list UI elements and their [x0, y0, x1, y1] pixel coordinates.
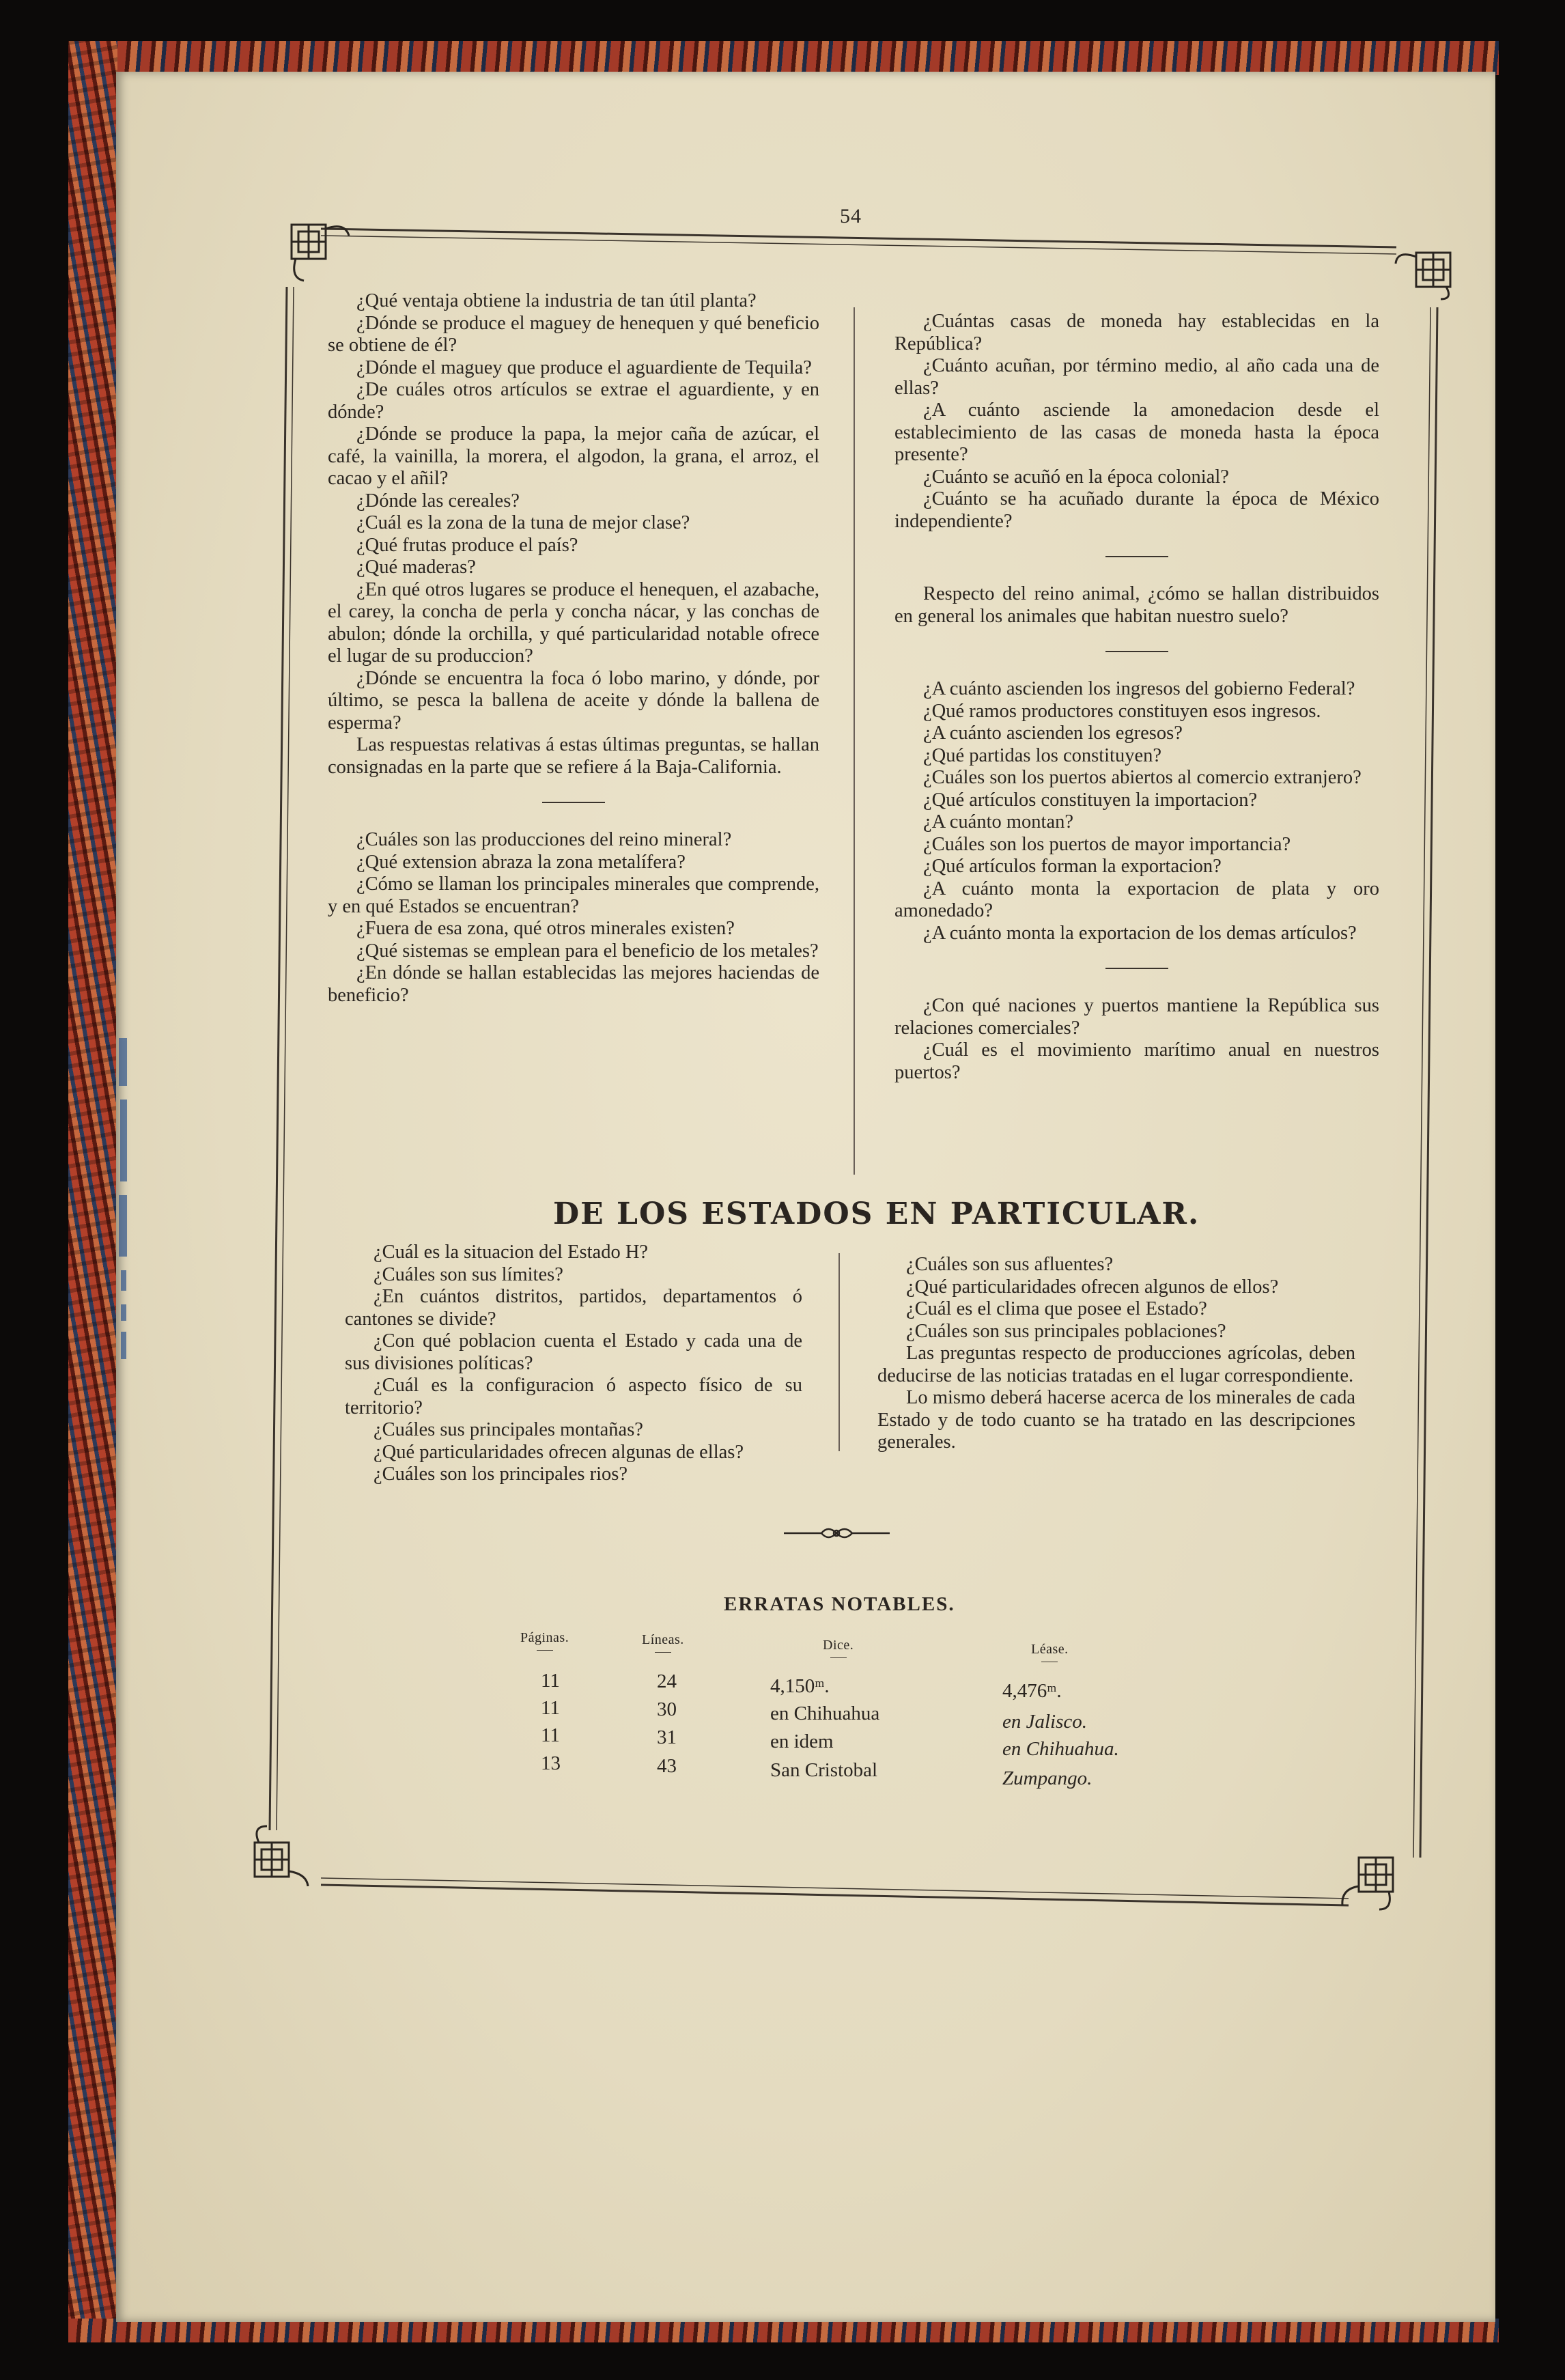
paragraph: ¿Qué artículos constituyen la importacion?	[923, 789, 1258, 811]
section-separator	[1105, 968, 1168, 969]
corner-ornament-top-left	[283, 215, 352, 283]
paragraph: ¿A cuánto ascienden los egresos?	[923, 723, 1183, 744]
paragraph: ¿Cuál es la configuracion ó aspecto físico de su territorio?	[345, 1375, 802, 1418]
errata-cell-lease: en Chihuahua.	[1002, 1738, 1119, 1760]
left-column-top	[328, 290, 819, 1007]
paragraph: ¿Dónde las cereales?	[356, 490, 520, 512]
paragraph: ¿A cuánto montan?	[923, 811, 1074, 832]
paragraph: ¿Cuáles son sus límites?	[373, 1263, 563, 1285]
section-right-column	[877, 1254, 1355, 1454]
paragraph: ¿Cuáles son los puertos abiertos al comercio extranjero?	[923, 767, 1362, 788]
paragraph: ¿Cuántas casas de moneda hay establecidas en la República?	[894, 311, 1379, 354]
paragraph: ¿En cuántos distritos, partidos, departamentos ó cantones se divide?	[345, 1286, 802, 1330]
errata-cell-lease: en Jalisco.	[1002, 1711, 1088, 1733]
paragraph: ¿Cuál es el movimiento marítimo anual en nuestros puertos?	[894, 1039, 1379, 1083]
paragraph: ¿Qué sistemas se emplean para el beneficio de los metales?	[356, 940, 819, 962]
paragraph: ¿Cuánto se acuñó en la época colonial?	[923, 466, 1229, 488]
errata-header-lease: Léase.	[1031, 1642, 1069, 1662]
errata-cell-lease: Zumpango.	[1002, 1767, 1092, 1789]
corner-ornament-bottom-right	[1338, 1844, 1407, 1912]
corner-ornament-top-right	[1393, 232, 1461, 300]
paragraph: ¿Dónde se encuentra la foca ó lobo marino, y dónde, por último, se pesca la ballena de aceite y dónde la ballena de esperma?	[328, 667, 819, 733]
paragraph: ¿Cuáles son los principales rios?	[373, 1464, 628, 1485]
paragraph: ¿Cuánto se ha acuñado durante la época de México independiente?	[894, 488, 1379, 532]
errata-cell-dice: en idem	[770, 1731, 834, 1752]
paragraph: ¿Cuáles son sus afluentes?	[906, 1254, 1114, 1275]
paragraph: ¿Qué particularidades ofrecen algunos de ellos?	[906, 1276, 1279, 1298]
errata-cell-linea: 43	[657, 1755, 677, 1777]
errata-cell-lease: 4,476ᵐ.	[1002, 1680, 1062, 1702]
errata-cell-linea: 31	[657, 1726, 677, 1748]
section-separator	[1105, 556, 1168, 557]
paragraph: ¿En qué otros lugares se produce el henequen, el azabache, el carey, la concha de perla y concha nácar, y las conchas de abulon; dónde la orchilla, y qué particularidad notable ofrece el lugar de su produccion?	[328, 578, 819, 667]
errata-header-paginas: Páginas.	[520, 1630, 569, 1651]
errata-cell-pagina: 11	[541, 1724, 560, 1746]
paragraph: Las preguntas respecto de producciones agrícolas, deben deducirse de las noticias tratadas en el lugar correspondiente.	[877, 1343, 1355, 1386]
errata-cell-pagina: 11	[541, 1670, 560, 1692]
errata-cell-pagina: 11	[541, 1697, 560, 1719]
paragraph: ¿Qué ramos productores constituyen esos ingresos.	[923, 700, 1321, 722]
errata-cell-pagina: 13	[541, 1752, 561, 1774]
errata-cell-linea: 24	[657, 1670, 677, 1692]
paragraph: ¿Qué particularidades ofrecen algunas de ellas?	[373, 1441, 744, 1463]
page-number: 54	[840, 205, 862, 227]
paragraph: ¿Cuál es el clima que posee el Estado?	[906, 1298, 1207, 1319]
paragraph: ¿Dónde se produce el maguey de henequen y qué beneficio se obtiene de él?	[328, 312, 819, 356]
paragraph: ¿Qué ventaja obtiene la industria de tan útil planta?	[356, 290, 757, 311]
paragraph: ¿Dónde se produce la papa, la mejor caña de azúcar, el café, la vainilla, la morera, el algodon, la grana, el arroz, el cacao y el añil?	[328, 423, 819, 489]
paragraph: ¿De cuáles otros artículos se extrae el aguardiente, y en dónde?	[328, 379, 819, 423]
ornament-rule	[784, 1523, 890, 1543]
paragraph: Las respuestas relativas á estas últimas preguntas, se hallan consignadas en la parte que se refiere á la Baja-California.	[328, 734, 819, 778]
section-left-column	[345, 1242, 802, 1486]
paragraph: ¿Cuáles son sus principales poblaciones?	[906, 1320, 1226, 1342]
paragraph: ¿En dónde se hallan establecidas las mejores haciendas de beneficio?	[328, 962, 819, 1006]
errata-header-lineas: Líneas.	[642, 1632, 684, 1653]
paragraph: ¿A cuánto asciende la amonedacion desde el establecimiento de las casas de moneda hasta la época presente?	[894, 400, 1379, 465]
paragraph: ¿A cuánto monta la exportacion de los demas artículos?	[923, 922, 1357, 944]
column-divider	[854, 307, 855, 1175]
paragraph: ¿Qué artículos forman la exportacion?	[923, 856, 1222, 877]
column-divider	[838, 1253, 840, 1451]
errata-cell-dice: San Cristobal	[770, 1759, 878, 1781]
errata-title: ERRATAS NOTABLES.	[724, 1593, 955, 1615]
section-separator	[1105, 651, 1168, 652]
paragraph: ¿Cuáles son las producciones del reino mineral?	[356, 829, 732, 850]
paragraph: ¿A cuánto monta la exportacion de plata y oro amonedado?	[894, 878, 1379, 921]
paragraph: ¿Cuáles son los puertos de mayor importancia?	[923, 833, 1291, 855]
paragraph: ¿Qué frutas produce el país?	[356, 534, 578, 556]
paragraph: ¿Qué maderas?	[356, 557, 476, 578]
paragraph: ¿Qué partidas los constituyen?	[923, 744, 1162, 766]
paragraph: ¿A cuánto ascienden los ingresos del gobierno Federal?	[923, 678, 1355, 699]
paragraph: ¿Cuáles sus principales montañas?	[373, 1419, 643, 1440]
library-stamp	[117, 1038, 130, 1366]
errata-cell-linea: 30	[657, 1698, 677, 1720]
paragraph: ¿Con qué poblacion cuenta el Estado y cada una de sus divisiones políticas?	[345, 1330, 802, 1374]
paragraph: ¿Con qué naciones y puertos mantiene la República sus relaciones comerciales?	[894, 995, 1379, 1039]
paragraph: Respecto del reino animal, ¿cómo se hallan distribuidos en general los animales que habitan nuestro suelo?	[894, 583, 1379, 627]
paragraph: ¿Cuál es la zona de la tuna de mejor clase?	[356, 512, 690, 533]
section-separator	[542, 802, 605, 803]
paragraph: ¿Cómo se llaman los principales minerales que comprende, y en qué Estados se encuentran?	[328, 873, 819, 917]
paragraph: ¿Cuánto acuñan, por término medio, al año cada una de ellas?	[894, 355, 1379, 399]
paragraph: Lo mismo deberá hacerse acerca de los minerales de cada Estado y de todo cuanto se ha tratado en las descripciones generales.	[877, 1387, 1355, 1453]
paragraph: ¿Qué extension abraza la zona metalífera?	[356, 851, 686, 873]
section-heading: DE LOS ESTADOS EN PARTICULAR.	[553, 1196, 1200, 1231]
right-column-top	[894, 311, 1379, 1084]
errata-cell-dice: 4,150ᵐ.	[770, 1675, 830, 1697]
errata-header-dice: Dice.	[823, 1638, 854, 1658]
corner-ornament-bottom-left	[242, 1823, 311, 1892]
paragraph: ¿Cuál es la situacion del Estado H?	[373, 1242, 649, 1263]
errata-cell-dice: en Chihuahua	[770, 1703, 880, 1724]
paragraph: ¿Fuera de esa zona, qué otros minerales existen?	[356, 918, 735, 939]
paragraph: ¿Dónde el maguey que produce el aguardiente de Tequila?	[356, 356, 812, 378]
